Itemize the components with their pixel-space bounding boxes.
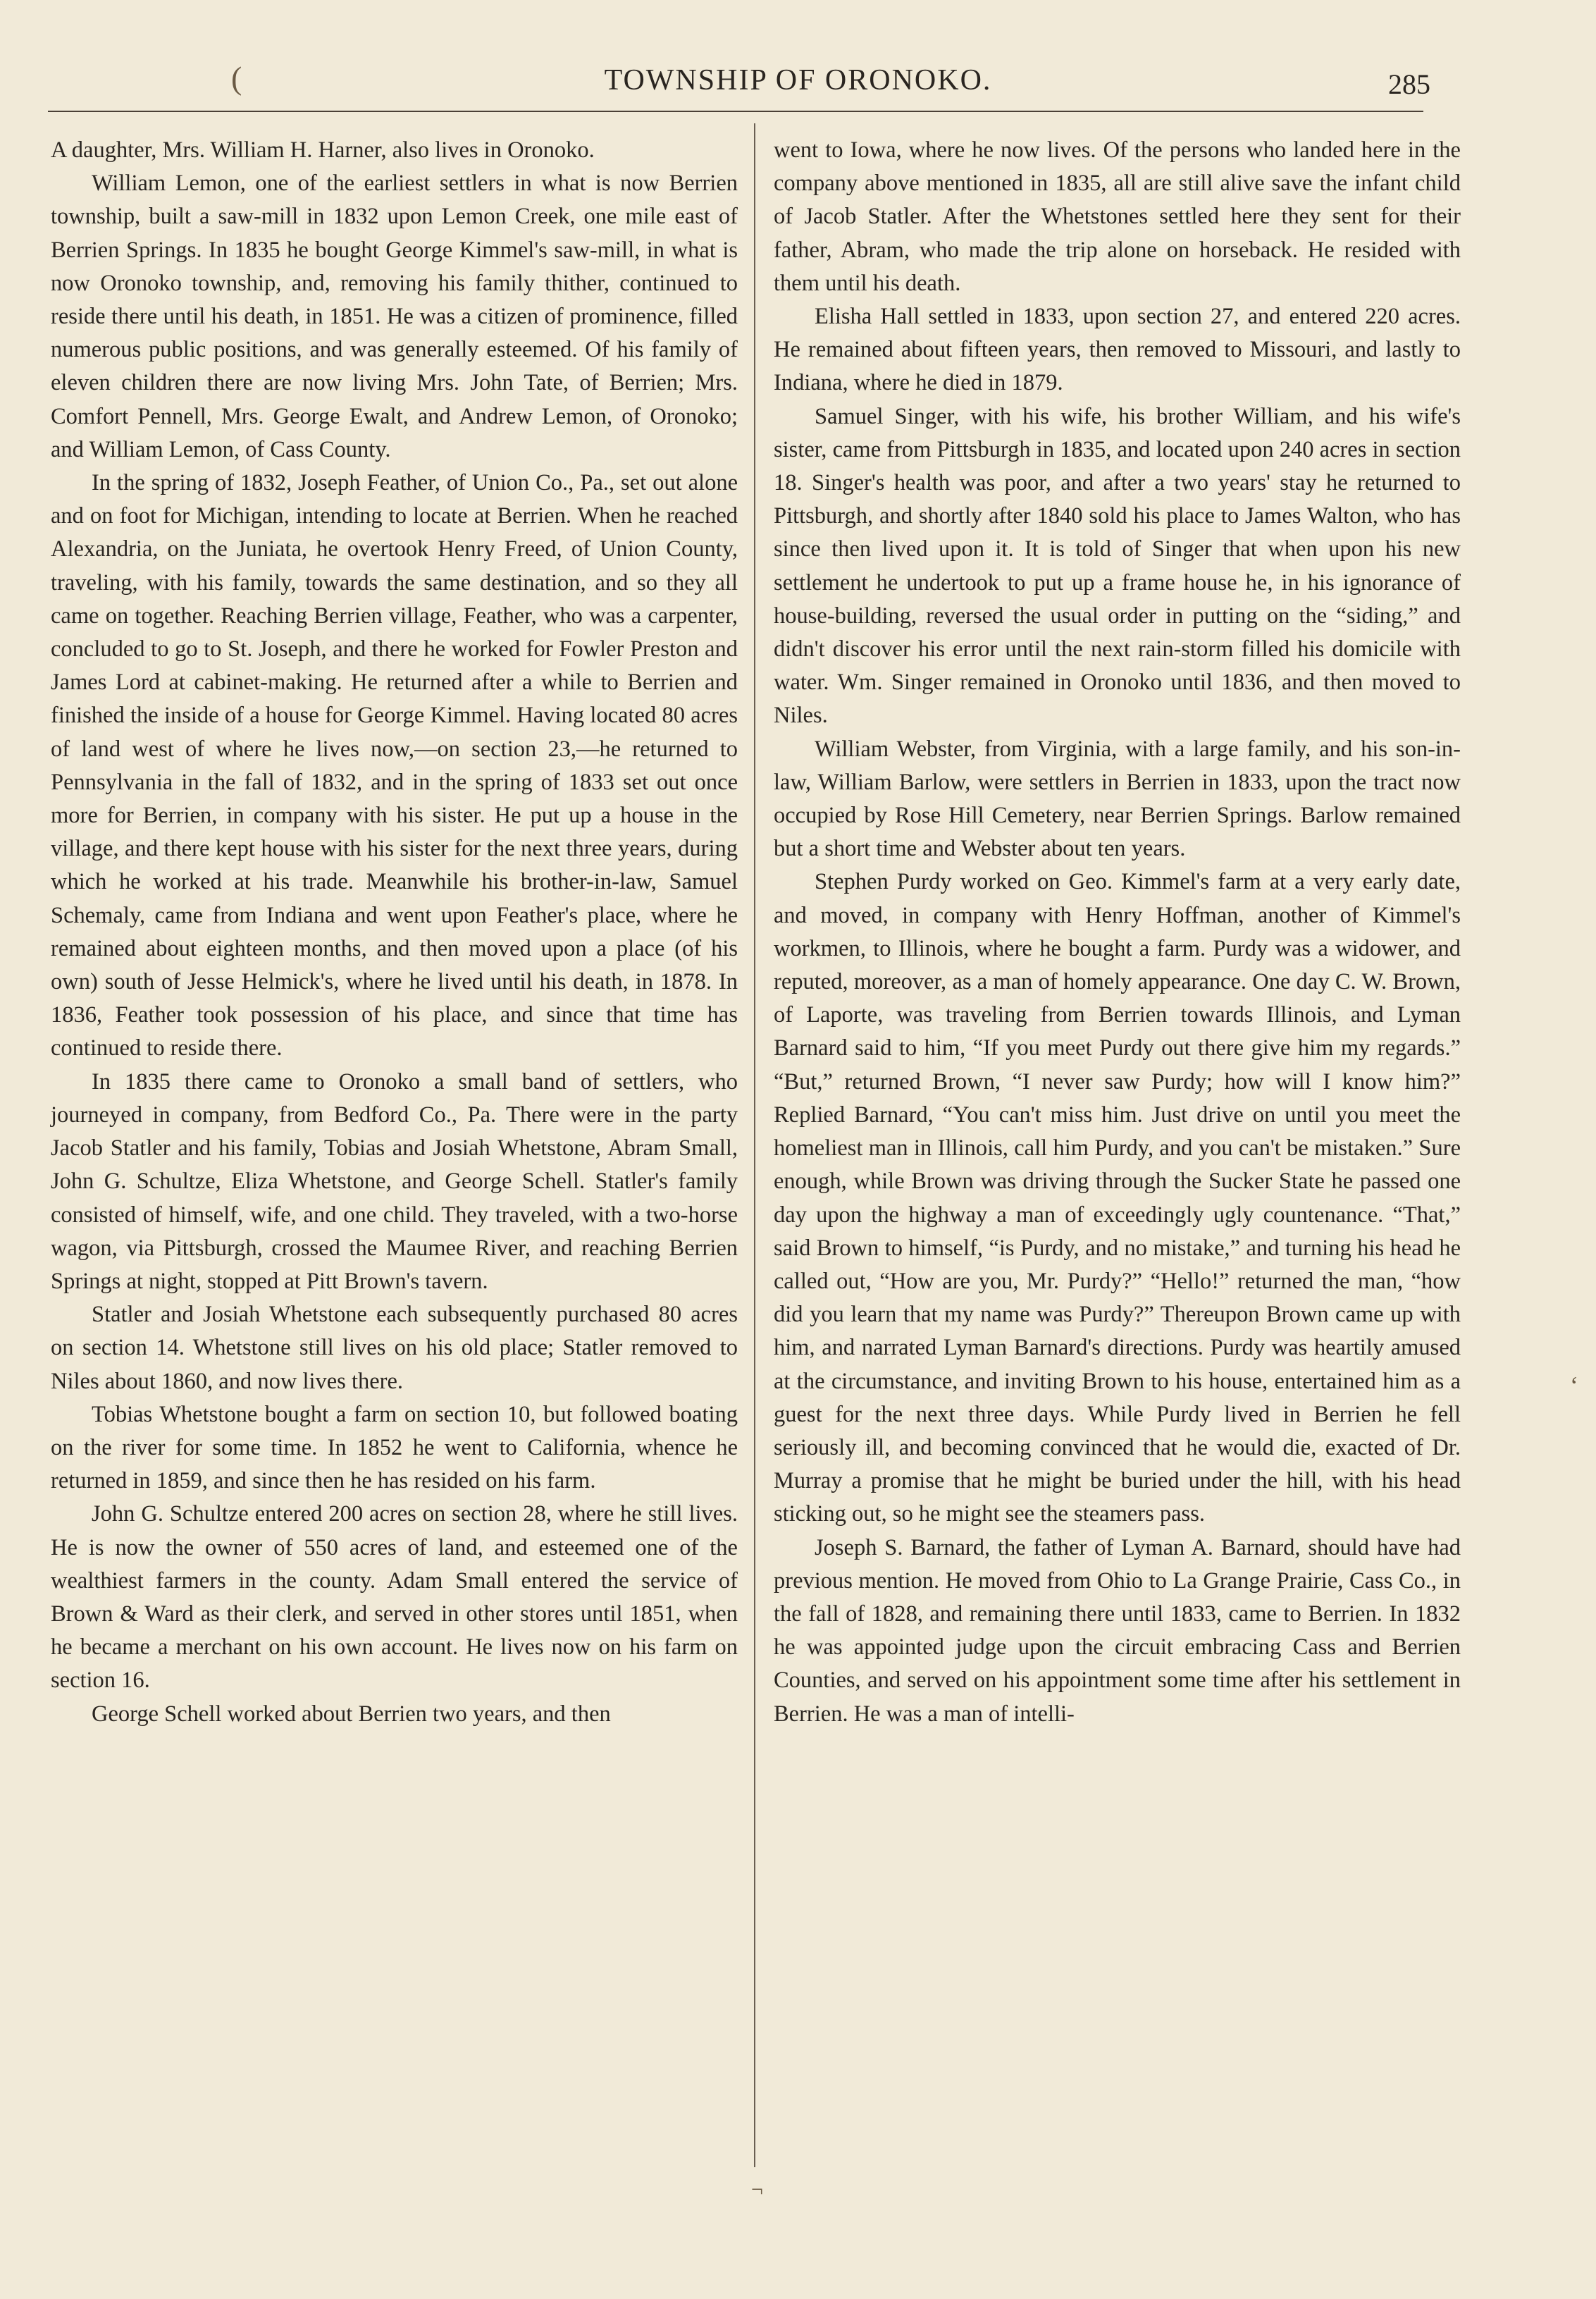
footer-mark: ¬ [751,2178,763,2201]
paragraph: William Lemon, one of the earliest settlers in what is now Berrien township, built a saw-mill in 1832 upon Lemon Creek, one mile east of Berrien Springs. In 1835 he bought George Kimmel's saw-mill, in what is now Oronoko township, and, removing his family thither, continued to reside there until his death, in 1851. He was a citizen of prominence, filled numerous public positions, and was generally esteemed. Of his family of eleven children there are now living Mrs. John Tate, of Berrien; Mrs. Comfort Pennell, Mrs. George Ewalt, and Andrew Lemon, of Oronoko; and William Lemon, of Cass County. [51,171,738,462]
page-number: 285 [1388,68,1430,100]
paragraph: John G. Schultze entered 200 acres on section 28, where he still lives. He is now the owner of 550 acres of land, and esteemed one of the wealthiest farmers in the county. Adam Small entered the service of Brown & Ward as their clerk, and served in other stores until 1851, when he became a merchant on his own account. He lives now on his farm on section 16. [51,1501,738,1694]
paragraph: William Webster, from Virginia, with a large family, and his son-in-law, William Barlow, were settlers in Berrien in 1833, upon the tract now occupied by Rose Hill Cemetery, near Berrien Springs. Barlow remained but a short time and Webster about ten years. [774,736,1461,862]
page-title: TOWNSHIP OF ORONOKO. [604,64,992,97]
paragraph: Tobias Whetstone bought a farm on section 10, but followed boating on the river for some time. In 1852 he went to California, whence he returned in 1859, and since then he has resided on his farm. [51,1401,738,1494]
header-stray-mark: ( [231,60,242,96]
paragraph: Joseph S. Barnard, the father of Lyman A. Barnard, should have had previous mention. He moved from Ohio to La Grange Prairie, Cass Co., in the fall of 1828, and remaining there until 1833, came to Berrien. In 1832 he was appointed judge upon the circuit embracing Cass and Berrien Counties, and served on his appointment some time after his settlement in Berrien. He was a man of intelli- [774,1534,1461,1727]
paragraph: went to Iowa, where he now lives. Of the persons who landed here in the company above mentioned in 1835, all are still alive save the infant child of Jacob Statler. After the Whetstones settled here they sent for their father, Abram, who made the trip alone on horseback. He resided with them until his death. [774,137,1461,296]
paragraph: Statler and Josiah Whetstone each subsequently purchased 80 acres on section 14. Whetstone still lives on his old place; Statler removed to Niles about 1860, and now lives there. [51,1302,738,1394]
paragraph: In 1835 there came to Oronoko a small band of settlers, who journeyed in company, from Bedford Co., Pa. There were in the party Jacob Statler and his family, Tobias and Josiah Whetstone, Abram Small, John G. Schultze, Eliza Whetstone, and George Schell. Statler's family consisted of himself, wife, and one child. They traveled, with a two-horse wagon, via Pittsburgh, crossed the Maumee River, and reaching Berrien Springs at night, stopped at Pitt Brown's tavern. [51,1068,738,1294]
header-rule [48,111,1423,112]
margin-mark: ‘ [1570,1372,1578,1400]
left-column [51,134,738,1731]
column-divider [754,123,755,2167]
paragraph: In the spring of 1832, Joseph Feather, of Union Co., Pa., set out alone and on foot for Michigan, intending to locate at Berrien. When he reached Alexandria, on the Juniata, he overtook Henry Freed, of Union County, traveling, with his family, towards the same destination, and so they all came on together. Reaching Berrien village, Feather, who was a carpenter, concluded to go to St. Joseph, and there he worked for Fowler Preston and James Lord at cabinet-making. He returned after a while to Berrien and finished the inside of a house for George Kimmel. Having located 80 acres of land west of where he lives now,—on section 23,—he returned to Pennsylvania in the fall of 1832, and in the spring of 1833 set out once more for Berrien, in company with his sister. He put up a house in the village, and there kept house with his sister for the next three years, during which he worked at his trade. Meanwhile his brother-in-law, Samuel Schemaly, came from Indiana and went upon Feather's place, where he remained about eighteen months, and then moved upon a place (of his own) south of Jesse Helmick's, where he lived until his death, in 1878. In 1836, Feather took possession of his place, and since that time has continued to reside there. [51,470,738,1061]
paragraph: Stephen Purdy worked on Geo. Kimmel's farm at a very early date, and moved, in company with Henry Hoffman, another of Kimmel's workmen, to Illinois, where he bought a farm. Purdy was a widower, and reputed, moreover, as a man of homely appearance. One day C. W. Brown, of Laporte, was traveling from Berrien towards Illinois, and Lyman Barnard said to him, “If you meet Purdy out there give him my regards.” “But,” returned Brown, “I never saw Purdy; how will I know him?” Replied Barnard, “You can't miss him. Just drive on until you meet the homeliest man in Illinois, call him Purdy, and you can't be mistaken.” Sure enough, while Brown was driving through the Sucker State he passed one day upon the highway a man of exceedingly ugly countenance. “That,” said Brown to himself, “is Purdy, and no mistake,” and turning his head he called out, “How are you, Mr. Purdy?” “Hello!” returned the man, “how did you learn that my name was Purdy?” Thereupon Brown came up with him, and narrated Lyman Barnard's directions. Purdy was heartily amused at the circumstance, and inviting Brown to his house, entertained him as a guest for the next three days. While Purdy lived in Berrien he fell seriously ill, and becoming convinced that he would die, exacted of Dr. Murray a promise that he might be buried under the hill, with his head sticking out, so he might see the steamers pass. [774,869,1461,1527]
paragraph: Samuel Singer, with his wife, his brother William, and his wife's sister, came from Pittsburgh in 1835, and located upon 240 acres in section 18. Singer's health was poor, and after a two years' stay he returned to Pittsburgh, and shortly after 1840 sold his place to James Walton, who has since then lived upon it. It is told of Singer that when upon his new settlement he undertook to put up a frame house he, in his ignorance of house-building, reversed the usual order in putting on the “siding,” and didn't discover his error until the next rain-storm filled his domicile with water. Wm. Singer remained in Oronoko until 1836, and then moved to Niles. [774,403,1461,729]
right-column [774,134,1461,1731]
paragraph: George Schell worked about Berrien two years, and then [92,1701,611,1727]
paragraph: A daughter, Mrs. William H. Harner, also lives in Oronoko. [51,137,595,163]
running-head [0,60,1596,106]
paragraph: Elisha Hall settled in 1833, upon section 27, and entered 220 acres. He remained about fifteen years, then removed to Missouri, and lastly to Indiana, where he died in 1879. [774,304,1461,396]
